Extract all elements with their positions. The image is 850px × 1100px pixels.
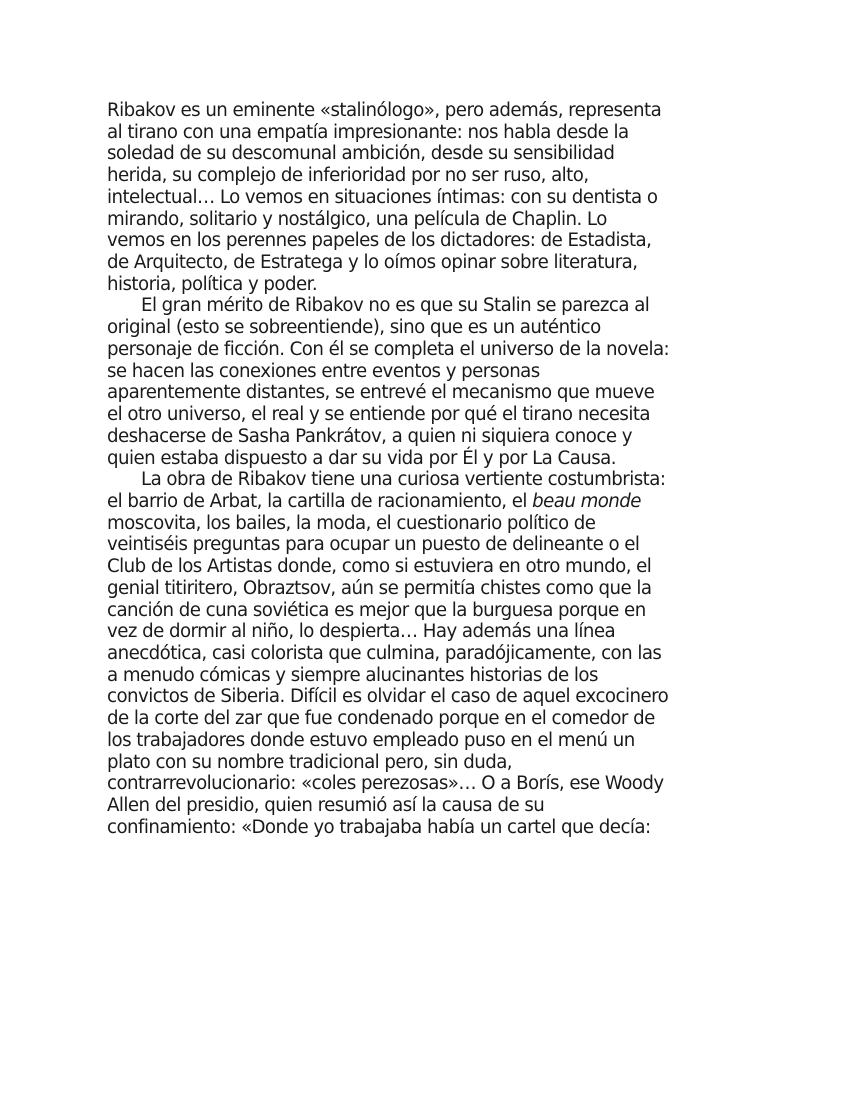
text-line: aparentemente distantes, se entrevé el mecanismo que mueve	[107, 382, 655, 404]
paragraph-3	[107, 469, 743, 838]
text-line: original (esto se sobreentiende), sino que es un auténtico	[107, 317, 601, 339]
paragraph-2	[107, 295, 743, 469]
text-line: convictos de Siberia. Difícil es olvidar el caso de aquel excocinero	[107, 686, 669, 708]
text-line: veintiséis preguntas para ocupar un puesto de delineante o el	[107, 534, 640, 556]
text-line: vemos en los perennes papeles de los dictadores: de Estadista,	[107, 230, 652, 252]
text-line: herida, su complejo de inferioridad por no ser ruso, alto,	[107, 165, 589, 187]
text-line: plato con su nombre tradicional pero, sin duda,	[107, 751, 513, 773]
text-line: vez de dormir al niño, lo despierta… Hay además una línea	[107, 621, 616, 643]
text-line: genial titiritero, Obraztsov, aún se permitía chistes como que la	[107, 577, 652, 599]
italic-phrase: beau monde	[532, 490, 641, 512]
text-line: anecdótica, casi colorista que culmina, paradójicamente, con las	[107, 642, 662, 664]
text-line: Allen del presidio, quien resumió así la causa de su	[107, 795, 545, 816]
text-line: de la corte del zar que fue condenado porque en el comedor de	[107, 708, 655, 730]
text-line: Ribakov es un eminente «stalinólogo», pero además, representa	[107, 100, 662, 121]
text-line: moscovita, los bailes, la moda, el cuestionario político de	[107, 512, 596, 534]
paragraph-1	[107, 100, 743, 295]
text-line	[107, 491, 743, 513]
text-line: La obra de Ribakov tiene una curiosa vertiente costumbrista:	[141, 469, 666, 491]
text-line: confinamiento: «Donde yo trabajaba había un cartel que decía:	[107, 816, 651, 838]
text-line: mirando, solitario y nostálgico, una película de Chaplin. Lo	[107, 208, 607, 230]
text-line: contrarrevolucionario: «coles perezosas»… O a Borís, ese Woody	[107, 773, 664, 795]
text-line: se hacen las conexiones entre eventos y personas	[107, 360, 540, 382]
text-line: historia, política y poder.	[107, 273, 318, 295]
text-line: deshacerse de Sasha Pankrátov, a quien ni siquiera conoce y	[107, 425, 632, 447]
text-line: El gran mérito de Ribakov no es que su Stalin se parezca al	[141, 295, 650, 317]
text-line: personaje de ficción. Con él se completa el universo de la novela:	[107, 338, 670, 360]
text-line: el otro universo, el real y se entiende por qué el tirano necesita	[107, 404, 651, 426]
text-line: Club de los Artistas donde, como si estuviera en otro mundo, el	[107, 556, 652, 578]
text-line: quien estaba dispuesto a dar su vida por Él y por La Causa.	[107, 447, 616, 469]
document-page	[107, 100, 743, 838]
text-line: soledad de su descomunal ambición, desde su sensibilidad	[107, 143, 615, 165]
text-line: canción de cuna soviética es mejor que la burguesa porque en	[107, 599, 646, 621]
text-line: los trabajadores donde estuvo empleado puso en el menú un	[107, 729, 635, 751]
text-line: de Arquitecto, de Estratega y lo oímos opinar sobre literatura,	[107, 252, 638, 274]
text-line-start: el barrio de Arbat, la cartilla de racionamiento, el	[107, 490, 533, 512]
text-line: a menudo cómicas y siempre alucinantes historias de los	[107, 664, 598, 686]
text-line: intelectual… Lo vemos en situaciones íntimas: con su dentista o	[107, 186, 658, 208]
text-line: al tirano con una empatía impresionante: nos habla desde la	[107, 121, 629, 143]
